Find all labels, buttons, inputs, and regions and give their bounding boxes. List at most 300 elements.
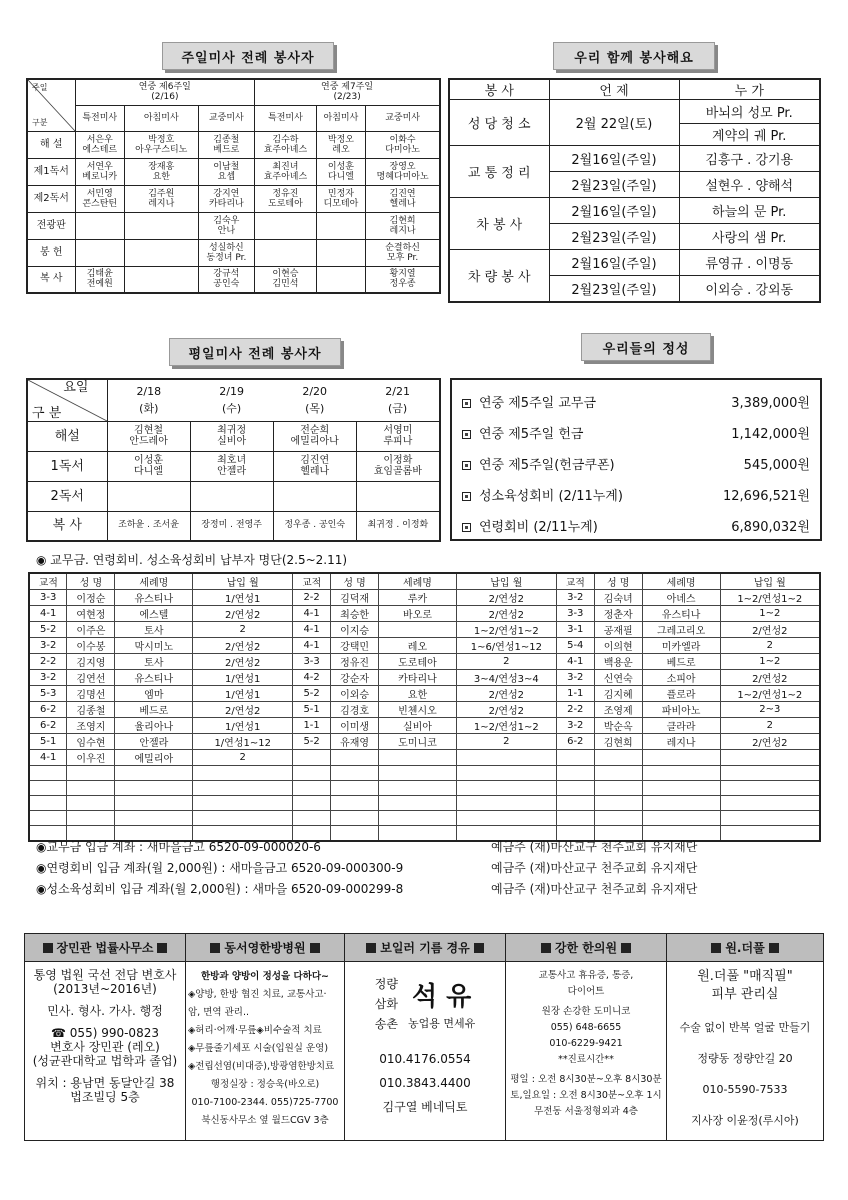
payers-cell: 김명선 xyxy=(67,686,115,702)
payers-row xyxy=(29,590,820,606)
payers-cell: 김현희 xyxy=(594,734,642,750)
payers-cell: 1-1 xyxy=(556,686,594,702)
payers-cell: 4-2 xyxy=(293,670,331,686)
tea-date: 2월23일(주일) xyxy=(549,224,679,250)
payers-cell: 3-2 xyxy=(29,670,67,686)
weekday-cell: 최귀정 실비아 xyxy=(190,421,273,451)
payers-cell: 2 xyxy=(456,654,556,670)
payers-cell: 4-1 xyxy=(29,750,67,766)
ad-title xyxy=(667,934,823,962)
payers-cell xyxy=(293,781,331,796)
sunday-cell: 김주원 레지나 xyxy=(124,185,198,212)
sunday-row xyxy=(27,239,440,266)
weekday-cell xyxy=(273,481,356,511)
payers-cell: 안젤라 xyxy=(115,734,193,750)
payers-cell: 1-1 xyxy=(293,718,331,734)
ad-skin-care xyxy=(666,933,824,1141)
payers-cell: 유스티나 xyxy=(642,606,720,622)
payers-cell xyxy=(456,781,556,796)
payers-cell: 1~2/연성1~2 xyxy=(720,590,820,606)
weekday-day: 2/20 (목) xyxy=(273,379,356,421)
payers-cell xyxy=(720,750,820,766)
offerings-title: 우리들의 정성 xyxy=(581,333,711,361)
payers-row xyxy=(29,734,820,750)
weekday-cell xyxy=(356,481,440,511)
sunday-cell: 김진연 헬레나 xyxy=(366,185,440,212)
payers-cell: 3-1 xyxy=(556,622,594,638)
weekday-cell: 정우종 . 공인숙 xyxy=(273,511,356,541)
payers-cell xyxy=(67,796,115,811)
ad-line: 010-7100-2344. 055)725-7700 xyxy=(191,1097,339,1108)
sunday-cell: 서은우 에스테르 xyxy=(75,131,124,158)
payers-head: 교적 xyxy=(29,573,67,590)
payers-cell: 이외승 xyxy=(331,686,379,702)
payers-cell xyxy=(193,811,293,826)
payers-cell: 토사 xyxy=(115,622,193,638)
traffic-who: 김흥구 . 강기용 xyxy=(679,146,820,172)
sunday-cell xyxy=(316,212,365,239)
payers-cell: 김지영 xyxy=(67,654,115,670)
payers-cell: 3-3 xyxy=(293,654,331,670)
sunday-row xyxy=(27,185,440,212)
payers-cell xyxy=(331,781,379,796)
together-head: 봉 사 xyxy=(449,79,549,100)
sunday-cell: 이현승 김민석 xyxy=(255,266,317,293)
payers-cell: 2/연성2 xyxy=(193,638,293,654)
ad-hospital xyxy=(185,933,345,1141)
payers-cell: 파비아노 xyxy=(642,702,720,718)
sunday-cell: 민정자 디모테아 xyxy=(316,185,365,212)
tea-who: 사랑의 샘 Pr. xyxy=(679,224,820,250)
payers-cell xyxy=(456,750,556,766)
account-holder: 예금주 (재)마산교구 천주교회 유지재단 xyxy=(491,861,698,875)
payers-cell: 실비아 xyxy=(379,718,457,734)
offering-amount: 6,890,032원 xyxy=(731,520,810,535)
payers-cell: 조영제 xyxy=(594,702,642,718)
payers-cell: 2/연성2 xyxy=(193,654,293,670)
sunday-cell: 강규석 공인숙 xyxy=(198,266,255,293)
offering-row xyxy=(462,448,810,479)
payers-head: 성 명 xyxy=(594,573,642,590)
sunday-row xyxy=(27,266,440,293)
sunday-cell: 순결하신 모후 Pr. xyxy=(366,239,440,266)
ad-title xyxy=(186,934,344,962)
payers-cell: 2/연성2 xyxy=(456,590,556,606)
payers-head: 성 명 xyxy=(331,573,379,590)
ad-line: 북신동사무소 옆 월드CGV 3층 xyxy=(201,1115,329,1126)
payers-cell: 에스텔 xyxy=(115,606,193,622)
ad-line: ◈양방, 한방 협진 치료, 교통사고· xyxy=(188,989,327,1000)
payers-cell: 김연선 xyxy=(67,670,115,686)
ad-line: 055) 648-6655 xyxy=(550,1022,622,1033)
payers-cell: 2-2 xyxy=(556,702,594,718)
payers-cell xyxy=(115,796,193,811)
account-line xyxy=(36,878,816,899)
payers-row xyxy=(29,750,820,766)
ad-line: 위치 : 용남면 동달안길 38 xyxy=(35,1076,175,1090)
payers-head: 교적 xyxy=(293,573,331,590)
payers-cell: 2/연성2 xyxy=(720,734,820,750)
ad-line: (2013년~2016년) xyxy=(53,982,157,996)
ad-line: 010.4176.0554 xyxy=(379,1052,471,1066)
sunday-cell: 이화수 다미아노 xyxy=(366,131,440,158)
payers-cell xyxy=(379,750,457,766)
payers-cell: 1/연성1 xyxy=(193,686,293,702)
payers-cell: 레오 xyxy=(379,638,457,654)
weekday-row-label: 해설 xyxy=(27,421,107,451)
payers-row xyxy=(29,796,820,811)
offering-amount: 3,389,000원 xyxy=(731,396,810,411)
payers-cell: 2/연성2 xyxy=(720,622,820,638)
payers-cell: 6-2 xyxy=(29,718,67,734)
sunday-cell: 서연우 베로니카 xyxy=(75,158,124,185)
weekday-cell: 최귀정 . 이정화 xyxy=(356,511,440,541)
payers-cell xyxy=(379,811,457,826)
payers-cell: 에밀리아 xyxy=(115,750,193,766)
offering-name: 연중 제5주일 교무금 xyxy=(479,396,596,411)
sunday-row-label: 전광판 xyxy=(27,212,75,239)
offering-amount: 1,142,000원 xyxy=(731,427,810,442)
payers-cell: 2/연성2 xyxy=(193,606,293,622)
payers-head: 교적 xyxy=(556,573,594,590)
oil-big: 석 유 xyxy=(411,981,472,1012)
payers-cell xyxy=(720,781,820,796)
payers-cell: 유재영 xyxy=(331,734,379,750)
payers-cell xyxy=(594,781,642,796)
ad-body xyxy=(186,962,344,1136)
payers-head: 성 명 xyxy=(67,573,115,590)
payers-cell xyxy=(720,766,820,781)
payers-cell: 6-2 xyxy=(29,702,67,718)
ad-line: ◈무릎줄기세포 시술(입원실 운영) xyxy=(188,1043,329,1054)
payers-cell: 도로테아 xyxy=(379,654,457,670)
cleaning-row xyxy=(449,100,820,124)
payers-cell: 아녜스 xyxy=(642,590,720,606)
offering-amount: 545,000원 xyxy=(743,458,810,473)
payers-cell: 4-1 xyxy=(29,606,67,622)
payers-cell: 1~2/연성1~2 xyxy=(720,686,820,702)
payers-cell: 1~6/연성1~12 xyxy=(456,638,556,654)
payers-cell: 강택민 xyxy=(331,638,379,654)
payers-row xyxy=(29,606,820,622)
payers-cell: 백용운 xyxy=(594,654,642,670)
payers-cell xyxy=(293,796,331,811)
payers-cell: 이수봉 xyxy=(67,638,115,654)
ad-oil-header xyxy=(347,974,503,1034)
payers-cell xyxy=(456,811,556,826)
payers-cell xyxy=(642,750,720,766)
traffic-date: 2월16일(주일) xyxy=(549,146,679,172)
tea-who: 하늘의 문 Pr. xyxy=(679,198,820,224)
weekday-cell xyxy=(190,481,273,511)
car-row xyxy=(449,250,820,276)
sunday-cell xyxy=(124,266,198,293)
ad-line: **진료시간** xyxy=(558,1054,614,1065)
payers-title: ◉ 교무금. 연령회비. 성소육성회비 납부자 명단(2.5~2.11) xyxy=(36,553,348,567)
payers-cell xyxy=(456,766,556,781)
payers-cell: 미카엘라 xyxy=(642,638,720,654)
payers-cell: 이지승 xyxy=(331,622,379,638)
sunday-cell: 장영오 명혜다미아노 xyxy=(366,158,440,185)
oil-sub: 농업용 면세유 xyxy=(407,1016,476,1030)
bullet-square-icon xyxy=(462,399,471,408)
payers-cell: 율리아나 xyxy=(115,718,193,734)
car-date: 2월16일(주일) xyxy=(549,250,679,276)
mass-type: 교중미사 xyxy=(198,105,255,131)
payers-cell: 엠마 xyxy=(115,686,193,702)
weekday-cell: 이성훈 다니엘 xyxy=(107,451,190,481)
payers-cell xyxy=(67,811,115,826)
payers-cell: 정유진 xyxy=(331,654,379,670)
ad-boiler-oil xyxy=(344,933,506,1141)
offering-name: 연령회비 (2/11누계) xyxy=(479,520,598,535)
corner-bottom: 구 분 xyxy=(32,405,62,421)
weekday-day: 2/21 (금) xyxy=(356,379,440,421)
sunday-row-label: 해 설 xyxy=(27,131,75,158)
payers-row xyxy=(29,670,820,686)
bullet-square-icon xyxy=(462,523,471,532)
payers-cell xyxy=(331,750,379,766)
payers-cell: 4-1 xyxy=(293,606,331,622)
ad-body xyxy=(25,962,185,1110)
ad-line: 행정실장 : 정승욱(바오로) xyxy=(210,1079,320,1090)
sunday-cell: 성실하신 동정녀 Pr. xyxy=(198,239,255,266)
payers-cell: 1/연성1~12 xyxy=(193,734,293,750)
weekday-row xyxy=(27,421,440,451)
offering-name: 성소육성회비 (2/11누계) xyxy=(479,489,623,504)
payers-cell xyxy=(379,622,457,638)
weekday-cell: 전순희 에밀리아나 xyxy=(273,421,356,451)
sunday-header-row xyxy=(27,79,440,105)
payers-cell: 유스티나 xyxy=(115,590,193,606)
oil-area: 정량 xyxy=(374,977,398,991)
payers-cell: 3-3 xyxy=(29,590,67,606)
sunday-row-label: 봉 헌 xyxy=(27,239,75,266)
payers-row xyxy=(29,766,820,781)
sunday-cell xyxy=(124,239,198,266)
traffic-date: 2월23일(주일) xyxy=(549,172,679,198)
sunday-cell: 김태윤 전예원 xyxy=(75,266,124,293)
payers-cell: 김종철 xyxy=(67,702,115,718)
offering-label xyxy=(462,392,596,411)
ad-line: 통영 법원 국선 전담 변호사 xyxy=(33,968,177,982)
week1-header: 연중 제6주일 (2/16) xyxy=(75,79,255,105)
ad-line: 법조빌딩 5층 xyxy=(70,1090,140,1104)
payers-cell xyxy=(67,766,115,781)
payers-cell xyxy=(379,796,457,811)
ad-line xyxy=(27,1018,183,1026)
payers-cell xyxy=(293,811,331,826)
payers-row xyxy=(29,622,820,638)
car-who: 류영규 . 이명동 xyxy=(679,250,820,276)
ad-line: 다이어트 xyxy=(567,986,605,997)
sunday-cell xyxy=(316,266,365,293)
ad-body xyxy=(667,962,823,1134)
sunday-cell: 이성훈 다니엘 xyxy=(316,158,365,185)
payers-cell xyxy=(556,766,594,781)
oil-area: 삼화 xyxy=(374,997,398,1011)
weekday-cell: 김현철 안드레아 xyxy=(107,421,190,451)
sunday-cell: 강지연 카타리나 xyxy=(198,185,255,212)
payers-cell xyxy=(594,811,642,826)
payers-cell: 이정순 xyxy=(67,590,115,606)
payers-cell: 2-2 xyxy=(293,590,331,606)
payers-row xyxy=(29,638,820,654)
account-number: ◉연령회비 입금 계좌(월 2,000원) : 새마을금고 6520-09-000300-9 xyxy=(36,861,404,875)
sunday-servers-table xyxy=(26,78,441,294)
payers-cell: 5-1 xyxy=(293,702,331,718)
payers-cell: 박순옥 xyxy=(594,718,642,734)
offering-label xyxy=(462,454,615,473)
payers-table xyxy=(28,572,821,842)
payers-cell xyxy=(293,750,331,766)
account-number: ◉성소육성회비 입금 계좌(월 2,000원) : 새마을 6520-09-000299-8 xyxy=(36,882,404,896)
mass-type: 아침미사 xyxy=(124,105,198,131)
payers-cell xyxy=(556,750,594,766)
ad-line: 수술 없이 반복 얼굴 만들기 xyxy=(679,1021,811,1034)
mass-type: 교중미사 xyxy=(366,105,440,131)
ad-line xyxy=(27,996,183,1004)
payers-head: 세례명 xyxy=(115,573,193,590)
offering-row xyxy=(462,386,810,417)
payers-cell: 4-1 xyxy=(293,622,331,638)
ad-line: 무전동 서울정형외과 4층 xyxy=(534,1106,638,1117)
cleaning-who: 바뇌의 성모 Pr. xyxy=(679,100,820,124)
ad-line: 원.더풀 "매직필" xyxy=(697,969,793,984)
payers-cell: 2 xyxy=(193,622,293,638)
payers-head: 세례명 xyxy=(379,573,457,590)
payers-cell xyxy=(456,796,556,811)
square-icon xyxy=(210,943,220,953)
cleaning-who: 계약의 궤 Pr. xyxy=(679,124,820,146)
sunday-cell: 김종철 베드로 xyxy=(198,131,255,158)
payers-cell: 3-2 xyxy=(556,670,594,686)
payers-cell: 카타리나 xyxy=(379,670,457,686)
mass-type: 특전미사 xyxy=(255,105,317,131)
sunday-cell: 정유진 도로테아 xyxy=(255,185,317,212)
payers-cell: 5-2 xyxy=(293,734,331,750)
payers-cell: 5-1 xyxy=(29,734,67,750)
square-icon xyxy=(541,943,551,953)
offering-row xyxy=(462,510,810,541)
sunday-row xyxy=(27,212,440,239)
payers-cell: 공재필 xyxy=(594,622,642,638)
sunday-cell: 황지열 정우종 xyxy=(366,266,440,293)
ad-title xyxy=(506,934,666,962)
payers-cell xyxy=(29,811,67,826)
payers-cell: 1~2 xyxy=(720,606,820,622)
payers-cell xyxy=(642,796,720,811)
payers-cell xyxy=(331,811,379,826)
payers-cell xyxy=(642,781,720,796)
payers-cell: 빈첸시오 xyxy=(379,702,457,718)
ad-line: ☎ 055) 990-0823 xyxy=(51,1026,159,1040)
payers-cell: 2/연성2 xyxy=(456,686,556,702)
payers-cell: 4-1 xyxy=(556,654,594,670)
square-icon xyxy=(157,943,167,953)
payers-cell: 막시미노 xyxy=(115,638,193,654)
weekday-cell xyxy=(107,481,190,511)
payers-cell: 유스티나 xyxy=(115,670,193,686)
payers-cell: 2 xyxy=(720,638,820,654)
ad-line: 교통사고 휴유증, 통증, xyxy=(538,970,634,981)
payers-cell: 레지나 xyxy=(642,734,720,750)
week2-header: 연중 제7주일 (2/23) xyxy=(255,79,440,105)
payers-row xyxy=(29,718,820,734)
weekday-head-row xyxy=(27,379,440,421)
account-list xyxy=(36,836,816,899)
weekday-row xyxy=(27,481,440,511)
sunday-servers-title: 주일미사 전례 봉사자 xyxy=(162,42,334,70)
ad-title xyxy=(345,934,505,962)
payers-cell: 1/연성1 xyxy=(193,670,293,686)
ad-title-text: 장민관 법률사무소 xyxy=(56,941,154,955)
corner-bottom: 구분 xyxy=(32,117,48,127)
ad-line: 정량동 정량안길 20 xyxy=(697,1052,793,1065)
account-line xyxy=(36,857,816,878)
weekday-cell: 최호녀 안젤라 xyxy=(190,451,273,481)
mass-type: 특전미사 xyxy=(75,105,124,131)
payers-cell: 베드로 xyxy=(115,702,193,718)
sunday-cell: 김수하 효주아녜스 xyxy=(255,131,317,158)
corner-top: 요일 xyxy=(63,380,89,395)
square-icon xyxy=(366,943,376,953)
account-number: ◉교무금 입금 계좌 : 새마을금고 6520-09-000020-6 xyxy=(36,840,321,854)
payers-head: 납입 월 xyxy=(720,573,820,590)
payers-cell: 2/연성2 xyxy=(456,702,556,718)
payers-cell xyxy=(556,811,594,826)
car-date: 2월23일(주일) xyxy=(549,276,679,302)
ad-body xyxy=(506,962,666,1126)
payers-cell xyxy=(115,811,193,826)
payers-row xyxy=(29,811,820,826)
ad-title-text: 원.더풀 xyxy=(725,941,765,955)
payers-cell: 2 xyxy=(193,750,293,766)
payers-cell: 5-2 xyxy=(293,686,331,702)
ad-line: 피부 관리실 xyxy=(711,987,779,1002)
payers-cell xyxy=(193,766,293,781)
bullet-square-icon xyxy=(462,492,471,501)
sunday-cell: 최진녀 효주아녜스 xyxy=(255,158,317,185)
payers-cell: 2/연성2 xyxy=(193,702,293,718)
payers-cell xyxy=(115,766,193,781)
payers-cell xyxy=(331,796,379,811)
account-holder: 예금주 (재)마산교구 천주교회 유지재단 xyxy=(491,882,698,896)
sunday-cell: 장재홍 요한 xyxy=(124,158,198,185)
offering-amount: 12,696,521원 xyxy=(723,489,810,504)
payers-cell: 정춘자 xyxy=(594,606,642,622)
oil-areas xyxy=(375,974,398,1034)
ad-line xyxy=(27,1068,183,1076)
payers-cell: 2/연성2 xyxy=(456,606,556,622)
weekday-row-label: 1독서 xyxy=(27,451,107,481)
payers-cell: 김덕재 xyxy=(331,590,379,606)
ad-title xyxy=(25,934,185,962)
payers-cell: 이미생 xyxy=(331,718,379,734)
sunday-cell: 김현희 레지나 xyxy=(366,212,440,239)
offering-name: 연중 제5주일 헌금 xyxy=(479,427,584,442)
payers-cell: 강순자 xyxy=(331,670,379,686)
payers-cell xyxy=(379,766,457,781)
payers-cell: 2~3 xyxy=(720,702,820,718)
bullet-square-icon xyxy=(462,461,471,470)
payers-cell xyxy=(720,796,820,811)
ad-line: ◈전립선염(비대증),방광염한방치료 xyxy=(188,1061,335,1072)
tea-row xyxy=(449,198,820,224)
weekday-row xyxy=(27,511,440,541)
ad-line: ◈허리·어깨·무릎◈비수술적 치료 xyxy=(188,1025,322,1036)
weekday-row-label: 2독서 xyxy=(27,481,107,511)
